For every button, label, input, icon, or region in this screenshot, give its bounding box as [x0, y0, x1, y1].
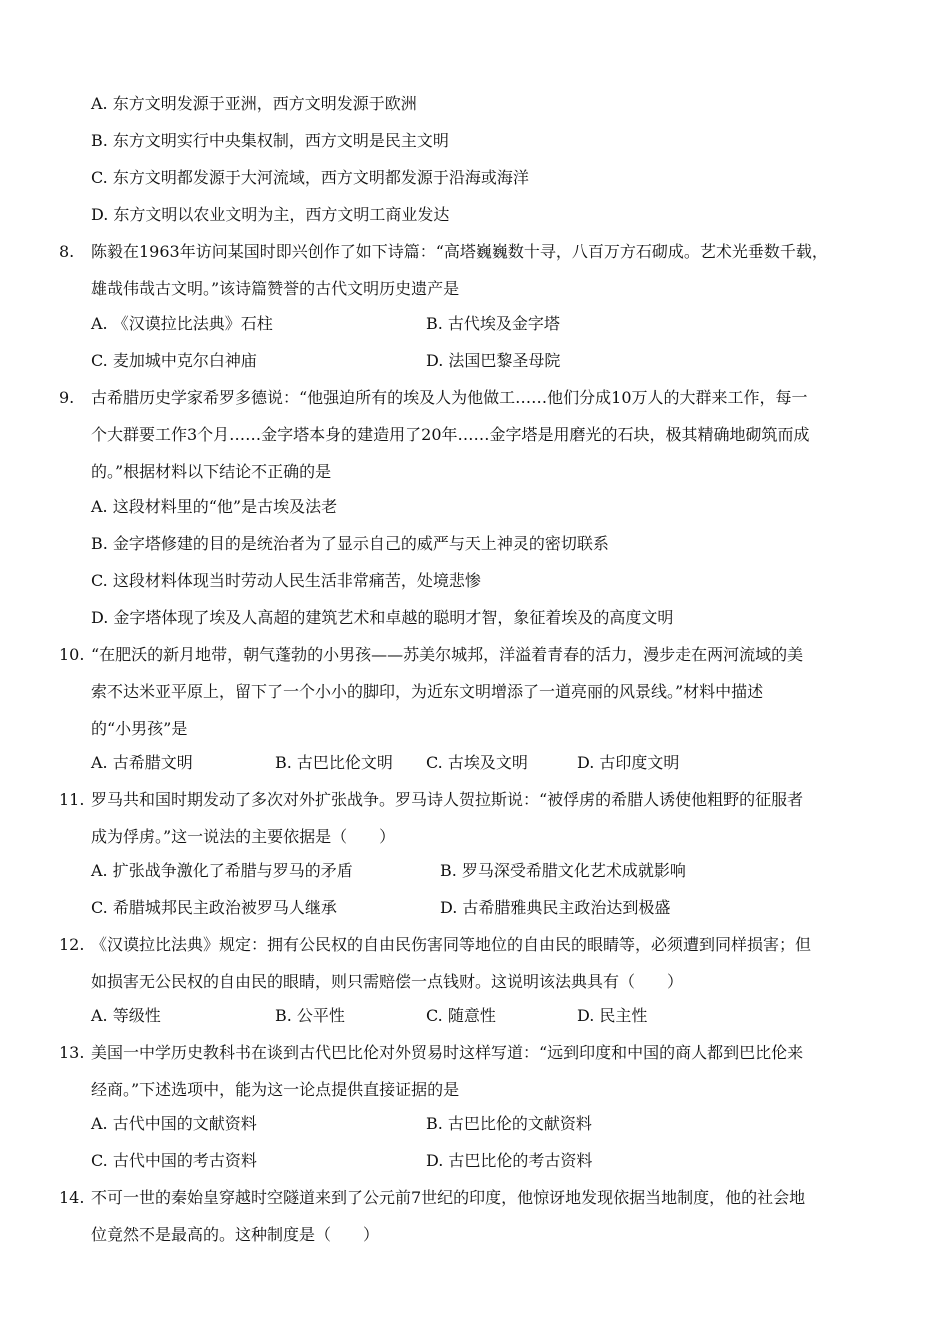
- option-a: A. 古代中国的文献资料: [91, 1114, 257, 1133]
- question-number: 12.: [59, 935, 85, 954]
- option-d: D. 古希腊雅典民主政治达到极盛: [440, 898, 671, 917]
- question-text: “在肥沃的新月地带，朝气蓬勃的小男孩——苏美尔城邦，洋溢着青春的活力，漫步走在两河流域的美: [91, 645, 804, 664]
- question-text: 索不达米亚平原上，留下了一个小小的脚印，为近东文明增添了一道亮丽的风景线。”材料中描述: [91, 682, 764, 701]
- question-text: 不可一世的秦始皇穿越时空隧道来到了公元前7世纪的印度，他惊讶地发现依据当地制度，他的社会地: [91, 1188, 806, 1207]
- question-text: 位竟然不是最高的。这种制度是（ ）: [91, 1225, 380, 1244]
- option-b: B. 古代埃及金字塔: [426, 314, 560, 333]
- question-number: 8.: [59, 242, 75, 261]
- option-d: D. 东方文明以农业文明为主，西方文明工商业发达: [91, 205, 450, 224]
- question-number: 11.: [59, 790, 85, 809]
- option-b: B. 古巴比伦文明: [275, 753, 393, 772]
- question-text: 古希腊历史学家希罗多德说：“他强迫所有的埃及人为他做工……他们分成10万人的大群来工作，每一: [91, 388, 808, 407]
- option-b: B. 金字塔修建的目的是统治者为了显示自己的威严与天上神灵的密切联系: [91, 534, 609, 553]
- question-number: 9.: [59, 388, 75, 407]
- option-d: D. 法国巴黎圣母院: [426, 351, 561, 370]
- option-c: C. 这段材料体现当时劳动人民生活非常痛苦，处境悲惨: [91, 571, 481, 590]
- option-b: B. 古巴比伦的文献资料: [426, 1114, 592, 1133]
- option-c: C. 麦加城中克尔白神庙: [91, 351, 257, 370]
- question-text: 成为俘虏。”这一说法的主要依据是（ ）: [91, 827, 396, 846]
- option-c: C. 古埃及文明: [426, 753, 528, 772]
- question-text: 如损害无公民权的自由民的眼睛，则只需赔偿一点钱财。这说明该法典具有（ ）: [91, 972, 684, 991]
- option-b: B. 东方文明实行中央集权制，西方文明是民主文明: [91, 131, 449, 150]
- question-text: 《汉谟拉比法典》规定：拥有公民权的自由民伤害同等地位的自由民的眼睛等，必须遭到同样损害；但: [91, 935, 812, 954]
- question-text: 罗马共和国时期发动了多次对外扩张战争。罗马诗人贺拉斯说：“被俘虏的希腊人诱使他粗野的征服者: [91, 790, 804, 809]
- question-number: 13.: [59, 1043, 85, 1062]
- option-d: D. 古巴比伦的考古资料: [426, 1151, 593, 1170]
- option-a: A. 等级性: [91, 1006, 161, 1025]
- option-c: C. 随意性: [426, 1006, 496, 1025]
- option-a: A. 扩张战争激化了希腊与罗马的矛盾: [91, 861, 353, 880]
- question-text: 个大群要工作3个月……金字塔本身的建造用了20年……金字塔是用磨光的石块，极其精确地砌筑而成: [91, 425, 810, 444]
- question-text: 的。”根据材料以下结论不正确的是: [91, 462, 332, 481]
- option-c: C. 古代中国的考古资料: [91, 1151, 257, 1170]
- question-number: 14.: [59, 1188, 85, 1207]
- question-text: 雄哉伟哉古文明。”该诗篇赞誉的古代文明历史遗产是: [91, 279, 460, 298]
- question-text: 经商。”下述选项中，能为这一论点提供直接证据的是: [91, 1080, 460, 1099]
- option-a: A. 古希腊文明: [91, 753, 193, 772]
- question-text: 陈毅在1963年访问某国时即兴创作了如下诗篇：“高塔巍巍数十寻，八百万方石砌成。艺术光垂数千载，: [91, 242, 828, 261]
- option-a: A. 东方文明发源于亚洲，西方文明发源于欧洲: [91, 94, 417, 113]
- option-d: D. 民主性: [577, 1006, 648, 1025]
- option-b: B. 罗马深受希腊文化艺术成就影响: [440, 861, 686, 880]
- option-c: C. 希腊城邦民主政治被罗马人继承: [91, 898, 337, 917]
- option-a: A. 《汉谟拉比法典》石柱: [91, 314, 273, 333]
- question-text: 的“小男孩”是: [91, 719, 188, 738]
- option-d: D. 金字塔体现了埃及人高超的建筑艺术和卓越的聪明才智，象征着埃及的高度文明: [91, 608, 674, 627]
- option-d: D. 古印度文明: [577, 753, 680, 772]
- option-b: B. 公平性: [275, 1006, 345, 1025]
- option-c: C. 东方文明都发源于大河流域，西方文明都发源于沿海或海洋: [91, 168, 529, 187]
- question-number: 10.: [59, 645, 85, 664]
- question-text: 美国一中学历史教科书在谈到古代巴比伦对外贸易时这样写道：“远到印度和中国的商人都到巴比伦来: [91, 1043, 804, 1062]
- option-a: A. 这段材料里的“他”是古埃及法老: [91, 497, 338, 516]
